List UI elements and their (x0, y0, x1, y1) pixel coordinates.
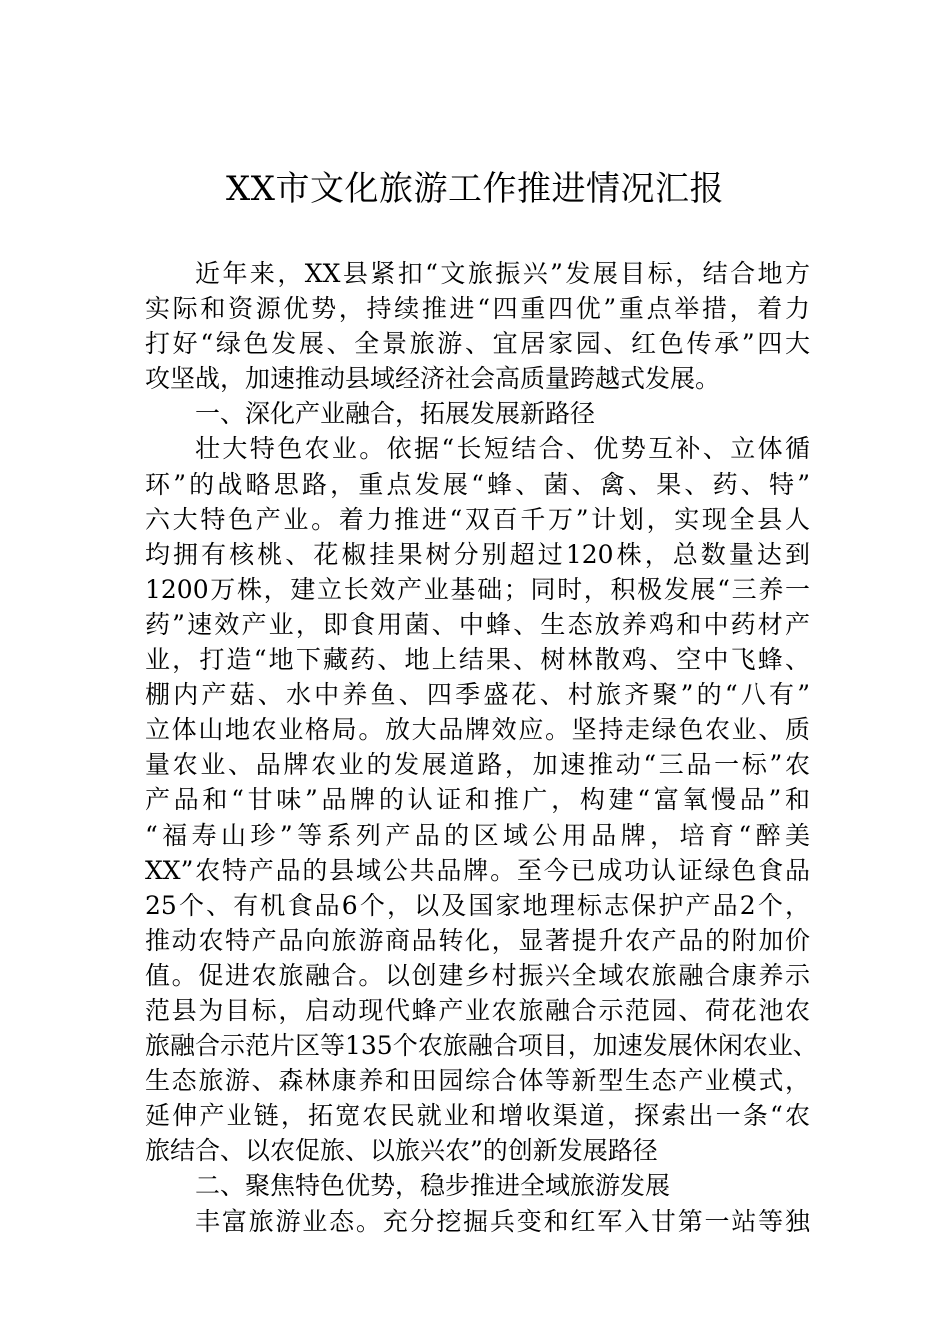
text-line: 六大特色产业。着力推进“双百千万”计划，实现全县人 (145, 504, 810, 534)
document-title: XX市文化旅游工作推进情况汇报 (226, 169, 724, 209)
text-line: 均拥有核桃、花椒挂果树分别超过120株，总数量达到 (145, 539, 810, 569)
text-line: 壮大特色农业。依据“长短结合、优势互补、立体循 (195, 434, 810, 464)
text-line: 丰富旅游业态。充分挖掘兵变和红军入甘第一站等独 (195, 1206, 810, 1236)
text-line: 业，打造“地下藏药、地上结果、树林散鸡、空中飞蜂、 (145, 645, 810, 675)
text-line: 旅融合示范片区等135个农旅融合项目，加速发展休闲农业、 (145, 1031, 818, 1061)
document-body (145, 256, 818, 1239)
text-line: XX”农特产品的县域公共品牌。至今已成功认证绿色食品 (145, 855, 810, 885)
text-line: 打好“绿色发展、全景旅游、宜居家园、红色传承”四大 (145, 329, 810, 359)
text-line: 产品和“甘味”品牌的认证和推广，构建“富氧慢品”和 (145, 785, 810, 815)
text-line: 立体山地农业格局。放大品牌效应。坚持走绿色农业、质 (145, 715, 810, 745)
text-line: 推动农特产品向旅游商品转化，显著提升农产品的附加价 (145, 925, 810, 955)
text-line: 值。促进农旅融合。以创建乡村振兴全域农旅融合康养示 (145, 960, 810, 990)
text-line: 量农业、品牌农业的发展道路，加速推动“三品一标”农 (145, 750, 810, 780)
text-line: 生态旅游、森林康养和田园综合体等新型生态产业模式， (145, 1066, 810, 1096)
text-line: 攻坚战，加速推动县域经济社会高质量跨越式发展。 (145, 364, 721, 394)
text-line: “福寿山珍”等系列产品的区域公用品牌，培育“醉美 (145, 820, 810, 850)
text-line: 棚内产菇、水中养鱼、四季盛花、村旅齐聚”的“八有” (145, 680, 810, 710)
text-line: 25个、有机食品6个，以及国家地理标志保护产品2个， (145, 890, 810, 920)
text-line: 二、聚焦特色优势，稳步推进全域旅游发展 (195, 1171, 671, 1201)
text-line: 实际和资源优势，持续推进“四重四优”重点举措，着力 (145, 294, 810, 324)
text-line: 1200万株，建立长效产业基础；同时，积极发展“三养一 (145, 574, 810, 604)
text-line: 旅结合、以农促旅、以旅兴农”的创新发展路径 (145, 1136, 658, 1166)
text-line: 范县为目标，启动现代蜂产业农旅融合示范园、荷花池农 (145, 995, 810, 1025)
text-line: 一、深化产业融合，拓展发展新路径 (195, 399, 596, 429)
text-line: 延伸产业链，拓宽农民就业和增收渠道，探索出一条“农 (145, 1101, 810, 1131)
text-line: 近年来，XX县紧扣“文旅振兴”发展目标，结合地方 (195, 259, 810, 288)
text-line: 药”速效产业，即食用菌、中蜂、生态放养鸡和中药材产 (145, 609, 810, 639)
text-line: 环”的战略思路，重点发展“蜂、菌、禽、果、药、特” (145, 469, 810, 499)
